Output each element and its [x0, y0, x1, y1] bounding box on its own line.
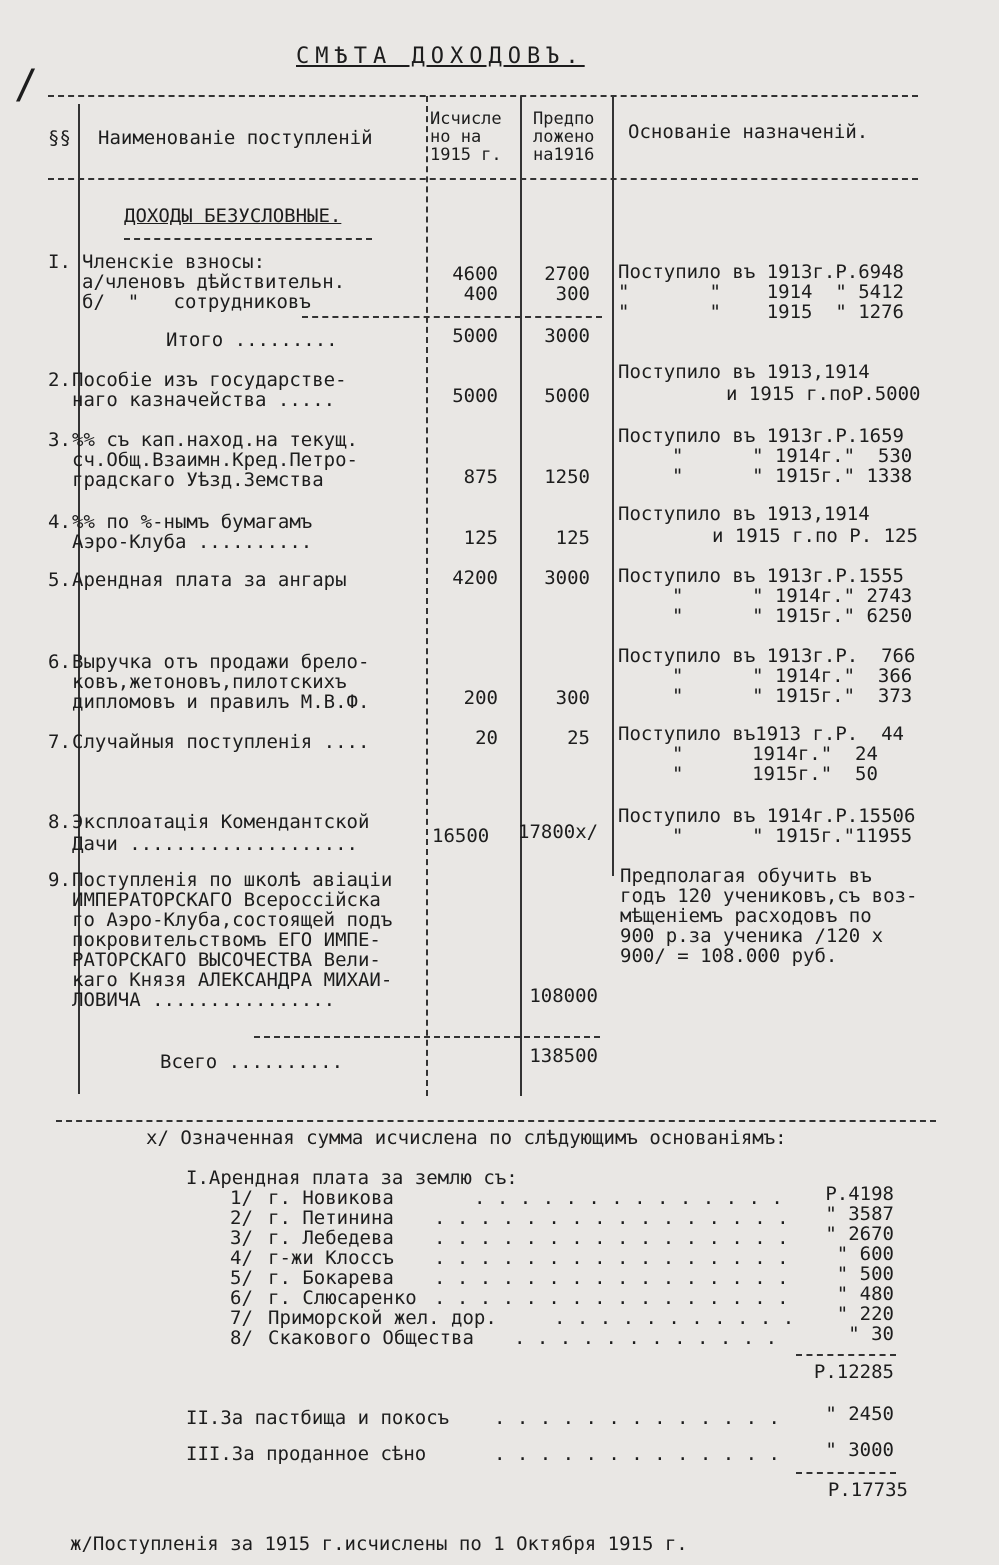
header-calc-2: но на	[430, 127, 482, 147]
footnote-part3-leader: . . . . . . . . . . . . .	[494, 1443, 780, 1465]
row6-basis-1: Поступило въ 1913г.Р. 766	[618, 645, 916, 667]
row4-name-1: %% по %-нымъ бумагамъ	[72, 511, 313, 533]
subtotal-rule	[796, 1354, 896, 1356]
row9-name-7: ЛОВИЧА ................	[72, 989, 336, 1011]
footnote-item-n: 2/	[230, 1207, 253, 1229]
footnote-item-leader: . . . . . . . . . . . . . . . .	[434, 1207, 789, 1229]
itogo-calc: 5000	[452, 325, 498, 347]
row9-basis-2: годъ 120 учениковъ,съ воз-	[620, 885, 918, 907]
total-plan: 138500	[529, 1045, 598, 1067]
footnote-item-amount: " 220	[836, 1303, 894, 1325]
row1-plan-a: 2700	[544, 263, 590, 285]
table-bottom-rule	[56, 1120, 936, 1122]
row8-name-2: Дачи ....................	[72, 833, 358, 855]
row8-num: 8.	[48, 811, 71, 833]
row7-basis-3: " 1915г." 50	[672, 763, 878, 785]
footnote-grand-total: Р.17735	[827, 1479, 908, 1501]
footnote-part2-amount: " 2450	[825, 1403, 894, 1425]
footnote-part2-leader: . . . . . . . . . . . . .	[494, 1407, 780, 1429]
header-bottom-rule	[48, 178, 918, 180]
row1-plan-b: 300	[555, 283, 590, 305]
row3-name-3: градскаго Уѣзд.Земства	[72, 469, 324, 491]
row1-name-3: б/ " сотрудниковъ	[82, 291, 311, 313]
footnote-part1-title: I.Арендная плата за землю съ:	[186, 1167, 518, 1189]
row1-calc-b: 400	[463, 283, 498, 305]
row5-plan: 3000	[544, 567, 590, 589]
footnote-part2-label: II.За пастбища и покосъ	[186, 1407, 450, 1429]
row5-basis-3: " " 1915г." 6250	[672, 605, 913, 627]
header-plan-2: ложено	[533, 127, 595, 147]
footnote-part3-label: III.За проданное сѣно	[186, 1443, 427, 1465]
footnote-item-n: 5/	[230, 1267, 253, 1289]
row9-name-4: покровительствомъ ЕГО ИМПЕ-	[72, 929, 381, 951]
row4-num: 4.	[48, 511, 71, 533]
row2-basis-2: и 1915 г.поР.5000	[726, 383, 921, 405]
row3-basis-1: Поступило въ 1913г.Р.1659	[618, 425, 904, 447]
row6-name-3: дипломовъ и правилъ М.В.Ф.	[72, 691, 370, 713]
row4-calc: 125	[463, 527, 498, 549]
row8-calc: 16500	[432, 825, 490, 847]
table-top-rule	[48, 95, 918, 97]
row1-calc-a: 4600	[452, 263, 498, 285]
footnote-item-name: Приморской жел. дор.	[268, 1307, 497, 1329]
row8-basis-1: Поступило въ 1914г.Р.15506	[618, 805, 916, 827]
footnote-item-n: 3/	[230, 1227, 253, 1249]
section-title: ДОХОДЫ БЕЗУСЛОВНЫЕ.	[124, 205, 342, 227]
itogo-label: Итого .........	[166, 329, 338, 351]
row9-name-2: ИМПЕРАТОРСКАГО Всероссійска	[72, 889, 381, 911]
header-calc-3: 1915 г.	[430, 145, 502, 165]
row9-plan: 108000	[529, 985, 598, 1007]
footnote-item-name: г. Слюсаренко	[268, 1287, 417, 1309]
row3-name-1: %% съ кап.наход.на текущ.	[72, 429, 358, 451]
footnote-item-amount: " 30	[848, 1323, 894, 1345]
footnote-intro: х/ Означенная сумма исчислена по слѣдующимъ основаніямъ:	[146, 1127, 787, 1149]
row7-basis-2: " 1914г." 24	[672, 743, 878, 765]
row4-basis-1: Поступило въ 1913,1914	[618, 503, 870, 525]
footnote-item-name: г. Бокарева	[268, 1267, 394, 1289]
row7-basis-1: Поступило въ1913 г.Р. 44	[618, 723, 904, 745]
col-divider-basis	[612, 96, 614, 876]
footnote-item-amount: " 2670	[825, 1223, 894, 1245]
header-plan-1: Предпо	[533, 109, 595, 129]
row1-basis-3: " " 1915 " 1276	[618, 301, 904, 323]
footnote-item-amount: " 500	[836, 1263, 894, 1285]
row9-name-3: го Аэро-Клуба,состоящей подъ	[72, 909, 393, 931]
row7-plan: 25	[567, 727, 590, 749]
header-calc-1: Исчисле	[430, 109, 502, 129]
row4-plan: 125	[555, 527, 590, 549]
row5-num: 5.	[48, 569, 71, 591]
row9-name-6: каго Князя АЛЕКСАНДРА МИХАИ-	[72, 969, 393, 991]
row2-calc: 5000	[452, 385, 498, 407]
row9-name-1: Поступленія по школѣ авіаціи	[72, 869, 393, 891]
row3-plan: 1250	[544, 466, 590, 488]
row1-name-1: Членскіе взносы:	[82, 251, 266, 273]
row3-basis-2: " " 1914г." 530	[672, 445, 913, 467]
footnote-item-name: г-жи Клоссъ	[268, 1247, 394, 1269]
footnote-item-amount: " 480	[836, 1283, 894, 1305]
row9-basis-3: мѣщеніемъ расходовъ по	[620, 905, 872, 927]
footnote-item-name: г. Новикова	[268, 1187, 394, 1209]
row3-calc: 875	[463, 466, 498, 488]
col-divider-calc	[426, 96, 428, 1096]
row5-calc: 4200	[452, 567, 498, 589]
itogo-plan: 3000	[544, 325, 590, 347]
header-plan-3: на1916	[533, 145, 595, 165]
footnote-item-leader: . . . . . . . . . . . . . .	[474, 1187, 783, 1209]
footnote-subtotal: Р.12285	[813, 1361, 894, 1383]
row6-num: 6.	[48, 651, 71, 673]
row7-num: 7.	[48, 731, 71, 753]
footnote-item-leader: . . . . . . . . . . . . . . . .	[434, 1287, 789, 1309]
footnote-item-leader: . . . . . . . . . . .	[554, 1307, 795, 1329]
header-num: §§	[48, 127, 71, 149]
row6-basis-3: " " 1915г." 373	[672, 685, 913, 707]
row2-basis-1: Поступило въ 1913,1914	[618, 361, 870, 383]
footnote-item-name: г. Петинина	[268, 1207, 394, 1229]
row1-basis-2: " " 1914 " 5412	[618, 281, 904, 303]
page-title: СМѢТА ДОХОДОВЪ.	[296, 44, 585, 69]
row5-basis-2: " " 1914г." 2743	[672, 585, 913, 607]
grand-total-rule	[796, 1472, 896, 1474]
footnote-item-name: г. Лебедева	[268, 1227, 394, 1249]
row3-num: 3.	[48, 429, 71, 451]
row7-name-1: Случайныя поступленія ....	[72, 731, 370, 753]
margin-mark: /	[14, 62, 39, 108]
footnote-item-amount: " 3587	[825, 1203, 894, 1225]
row9-basis-4: 900 р.за ученика /120 х	[620, 925, 884, 947]
footnote-item-n: 7/	[230, 1307, 253, 1329]
row4-basis-2: и 1915 г.по Р. 125	[712, 525, 918, 547]
footnote-item-amount: " 600	[836, 1243, 894, 1265]
row2-num: 2.	[48, 369, 71, 391]
header-name: Наименованіе поступленій	[98, 127, 373, 149]
col-divider-plan	[520, 96, 522, 1096]
row1-basis-1: Поступило въ 1913г.Р.6948	[618, 261, 904, 283]
row3-basis-3: " " 1915г." 1338	[672, 465, 913, 487]
row9-name-5: РАТОРСКАГО ВЫСОЧЕСТВА Вели-	[72, 949, 381, 971]
bottom-note: ж/Поступленія за 1915 г.исчислены по 1 Октября 1915 г.	[70, 1533, 688, 1555]
footnote-item-n: 6/	[230, 1287, 253, 1309]
section-underline	[124, 238, 372, 240]
total-rule	[254, 1036, 600, 1038]
row9-basis-1: Предполагая обучить въ	[620, 865, 872, 887]
row2-name-1: Пособіе изъ государстве-	[72, 369, 347, 391]
footnote-item-leader: . . . . . . . . . . . . . . . .	[434, 1227, 789, 1249]
footnote-item-name: Скакового Общества	[268, 1327, 474, 1349]
row8-name-1: Эксплоатація Комендантской	[72, 811, 370, 833]
footnote-item-n: 8/	[230, 1327, 253, 1349]
footnote-item-leader: . . . . . . . . . . . .	[514, 1327, 778, 1349]
footnote-item-n: 4/	[230, 1247, 253, 1269]
row3-name-2: сч.Общ.Взаимн.Кред.Петро-	[72, 449, 358, 471]
row2-plan: 5000	[544, 385, 590, 407]
row9-basis-5: 900/ = 108.000 руб.	[620, 945, 838, 967]
row4-name-2: Аэро-Клуба ..........	[72, 531, 313, 553]
row1-name-2: а/членовъ дѣйствительн.	[82, 271, 346, 293]
row7-calc: 20	[475, 727, 498, 749]
row2-name-2: наго казначейства .....	[72, 389, 336, 411]
row8-basis-2: " " 1915г."11955	[672, 825, 913, 847]
row6-basis-2: " " 1914г." 366	[672, 665, 913, 687]
footnote-item-amount: Р.4198	[825, 1183, 894, 1205]
row8-plan: 17800x/	[518, 821, 599, 843]
row1-subtotal-rule	[302, 316, 602, 318]
row5-basis-1: Поступило въ 1913г.Р.1555	[618, 565, 904, 587]
row6-name-2: ковъ,жетоновъ,пилотскихъ	[72, 671, 347, 693]
row1-num: I.	[48, 251, 71, 273]
row6-calc: 200	[463, 687, 498, 709]
footnote-item-n: 1/	[230, 1187, 253, 1209]
row5-name-1: Арендная плата за ангары	[72, 569, 347, 591]
header-basis: Основаніе назначеній.	[628, 121, 869, 143]
row9-num: 9.	[48, 869, 71, 891]
footnote-item-leader: . . . . . . . . . . . . . . . .	[434, 1267, 789, 1289]
total-label: Всего ..........	[160, 1051, 344, 1073]
footnote-item-leader: . . . . . . . . . . . . . . . .	[434, 1247, 789, 1269]
row6-plan: 300	[555, 687, 590, 709]
footnote-part3-amount: " 3000	[825, 1439, 894, 1461]
row6-name-1: Выручка отъ продажи брело-	[72, 651, 370, 673]
